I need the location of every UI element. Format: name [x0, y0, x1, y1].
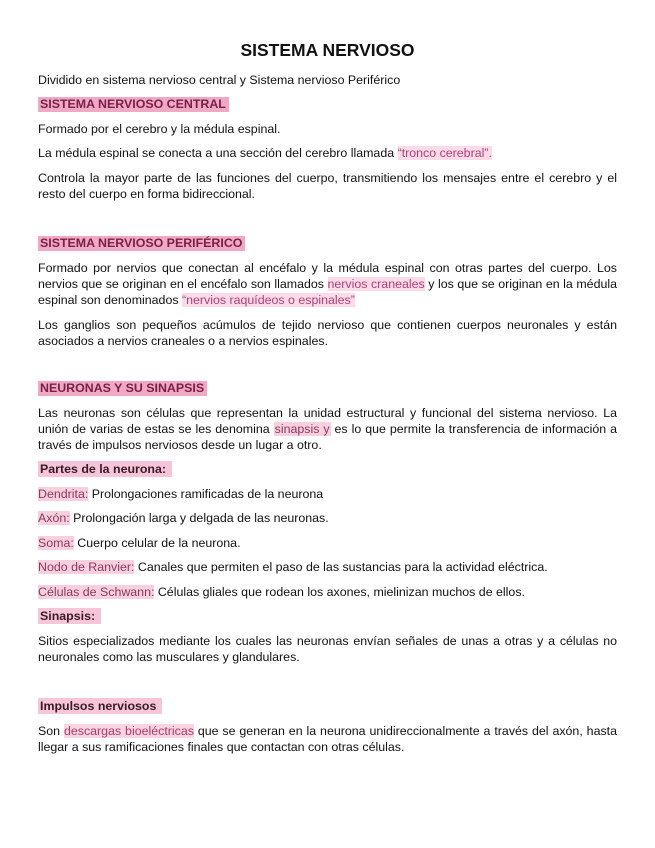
list-item-celulas-schwann	[38, 584, 617, 600]
snc-heading: SISTEMA NERVIOSO CENTRAL	[38, 97, 229, 112]
term-dendrita: Dendrita:	[38, 487, 89, 501]
snp-paragraph-2: Los ganglios son pequeños acúmulos de tejido nervioso que contienen cuerpos neuronales y están asociados a nervios craneales o a nervios espinales.	[38, 318, 617, 348]
snc-p2-text: La médula espinal se conecta a una sección del cerebro llamada	[38, 146, 398, 160]
section-heading-impulsos	[38, 698, 617, 714]
neuronas-p1-text-b: es lo que permite la transferencia de información a través de impulsos nerviosos desde un lugar a otro.	[38, 422, 617, 452]
desc-axon: Prolongación larga y delgada de las neuronas.	[69, 511, 329, 525]
section-heading-snc	[38, 96, 617, 112]
section-heading-snp	[38, 235, 617, 251]
impulsos-text-a: Son	[38, 724, 64, 738]
snc-paragraph-3: Controla la mayor parte de las funciones del cuerpo, transmitiendo los mensajes entre el cerebro y el resto del cuerpo en forma bidireccional.	[38, 171, 617, 201]
highlight-tronco-cerebral: “tronco cerebral”.	[397, 146, 492, 160]
sinapsis-paragraph: Sitios especializados mediante los cuales las neuronas envían señales de unas a otras y a células no neuronales como las musculares y glandulares.	[38, 634, 617, 664]
impulsos-heading: Impulsos nerviosos	[38, 698, 162, 714]
highlight-nervios-raquideos: “nervios raquídeos o espinales”	[181, 293, 355, 307]
term-celulas-schwann: Células de Schwann:	[38, 585, 155, 599]
desc-nodo-ranvier: Canales que permiten el paso de las sustancias para la actividad eléctrica.	[134, 560, 548, 574]
highlight-nervios-craneales: nervios craneales	[327, 277, 425, 291]
snp-p1-text-a: Formado por nervios que conectan al encéfalo y la médula espinal con otras partes del cuerpo. Los nervios que se originan en el encéfalo son llamados	[38, 261, 617, 291]
term-nodo-ranvier: Nodo de Ranvier:	[38, 560, 135, 574]
neuronas-heading: NEURONAS Y SU SINAPSIS	[38, 381, 207, 396]
sinapsis-heading-block	[38, 608, 617, 624]
desc-soma: Cuerpo celular de la neurona.	[73, 536, 241, 550]
list-item-axon	[38, 510, 617, 526]
snp-heading: SISTEMA NERVIOSO PERIFÉRICO	[38, 236, 245, 251]
term-soma: Soma:	[38, 536, 74, 550]
list-item-soma	[38, 535, 617, 551]
impulsos-paragraph	[38, 723, 617, 755]
term-axon: Axón:	[38, 511, 70, 525]
desc-celulas-schwann: Células gliales que rodean los axones, mielinizan muchos de ellos.	[154, 585, 525, 599]
neuronas-p1-text-a: Las neuronas son células que representan la unidad estructural y funcional del sistema nervioso. La unión de varias de estas se les denomina	[38, 406, 617, 436]
snc-paragraph-1: Formado por el cerebro y la médula espinal.	[38, 122, 281, 136]
impulsos-text-b: que se generan en la neurona unidireccionalmente a través del axón, hasta llegar a sus ramificaciones finales que contactan con otras células.	[38, 724, 617, 754]
page-title: SISTEMA NERVIOSO	[240, 40, 415, 60]
highlight-descargas-bioelectricas: descargas bioeléctricas	[63, 724, 194, 738]
list-item-nodo-ranvier	[38, 559, 617, 575]
sinapsis-heading: Sinapsis:	[38, 608, 101, 624]
highlight-sinapsis: sinapsis y	[274, 422, 330, 436]
snc-paragraph-2	[38, 145, 617, 161]
section-heading-neuronas	[38, 380, 617, 396]
desc-dendrita: Prolongaciones ramificadas de la neurona	[88, 487, 324, 501]
snp-paragraph-1	[38, 260, 617, 308]
partes-heading-block	[38, 461, 617, 477]
snp-p1-text-b: y los que se originan en la médula espinal son denominados	[38, 277, 617, 307]
neuronas-paragraph-1	[38, 405, 617, 453]
intro-text: Dividido en sistema nervioso central y Sistema nervioso Periférico	[38, 73, 401, 87]
partes-heading: Partes de la neurona:	[38, 461, 172, 477]
list-item-dendrita	[38, 486, 617, 502]
